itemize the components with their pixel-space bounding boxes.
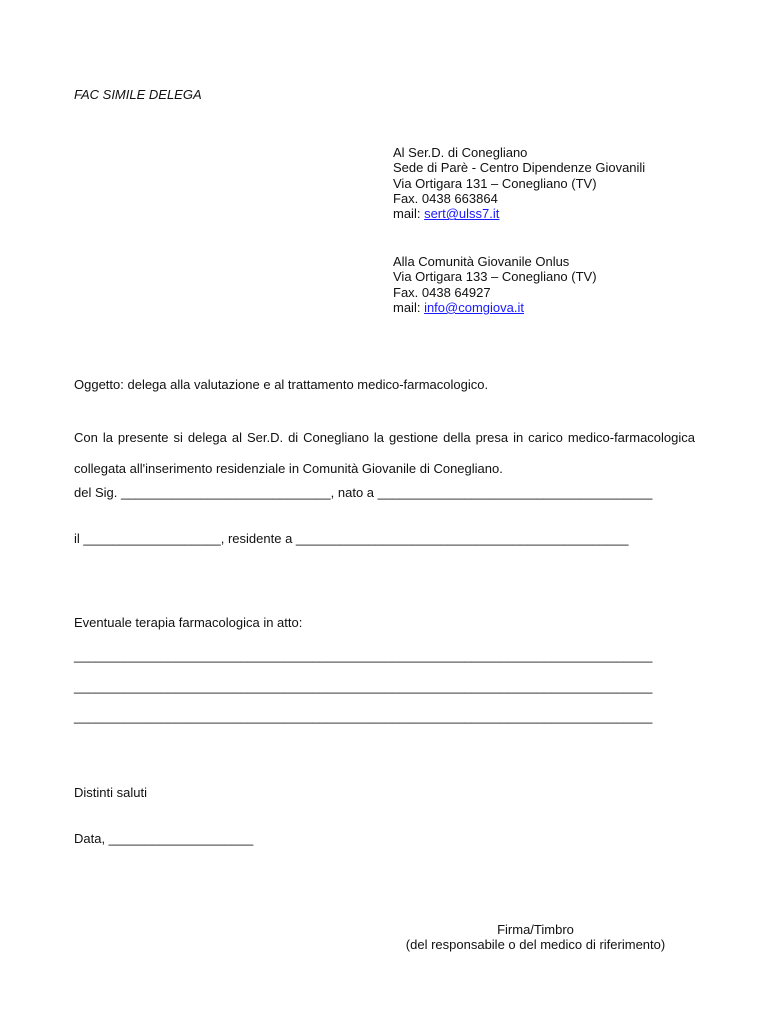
- address-line: Al Ser.D. di Conegliano: [393, 145, 528, 160]
- document-heading: FAC SIMILE DELEGA: [74, 87, 202, 102]
- serd-email-link[interactable]: sert@ulss7.it: [424, 206, 500, 222]
- therapy-blank-line: ________________________________________________________________________________: [74, 648, 653, 663]
- address-line: Fax. 0438 64927: [393, 284, 491, 300]
- therapy-blank-line: ________________________________________________________________________________: [74, 679, 653, 694]
- address-line: Fax. 0438 663864: [393, 190, 498, 206]
- signature-title: Firma/Timbro: [497, 922, 574, 937]
- signature-note: (del responsabile o del medico di riferimento): [405, 937, 666, 953]
- subject-line: Oggetto: delega alla valutazione e al trattamento medico-farmacologico.: [74, 377, 489, 392]
- address-mail-line: [393, 206, 645, 221]
- mail-label: mail:: [393, 206, 425, 222]
- signature-block: [393, 922, 678, 953]
- therapy-blank-line: ________________________________________________________________________________: [74, 709, 653, 724]
- address-mail-line: [393, 300, 597, 315]
- delegate-name-line: del Sig. _____________________________, nato a ______________________________________: [74, 485, 653, 500]
- recipient-address-serd: [393, 145, 645, 221]
- date-line: Data, ____________________: [74, 831, 254, 846]
- birth-residence-line: il ___________________, residente a ______________________________________________: [74, 531, 629, 546]
- address-line: Via Ortigara 133 – Conegliano (TV): [393, 269, 597, 285]
- address-line: Via Ortigara 131 – Conegliano (TV): [393, 175, 597, 191]
- therapy-label: Eventuale terapia farmacologica in atto:: [74, 615, 303, 630]
- delegation-paragraph: Con la presente si delega al Ser.D. di Conegliano la gestione della presa in carico medico-farmacologica collegata all'inserimento residenziale in Comunità Giovanile di Conegliano.: [74, 430, 695, 476]
- address-line: Alla Comunità Giovanile Onlus: [393, 254, 570, 269]
- recipient-address-comunita: [393, 254, 597, 315]
- comunita-email-link[interactable]: info@comgiova.it: [424, 299, 524, 315]
- mail-label: mail:: [393, 299, 425, 315]
- closing-greeting: Distinti saluti: [74, 785, 147, 800]
- address-line: Sede di Parè - Centro Dipendenze Giovanili: [393, 160, 646, 176]
